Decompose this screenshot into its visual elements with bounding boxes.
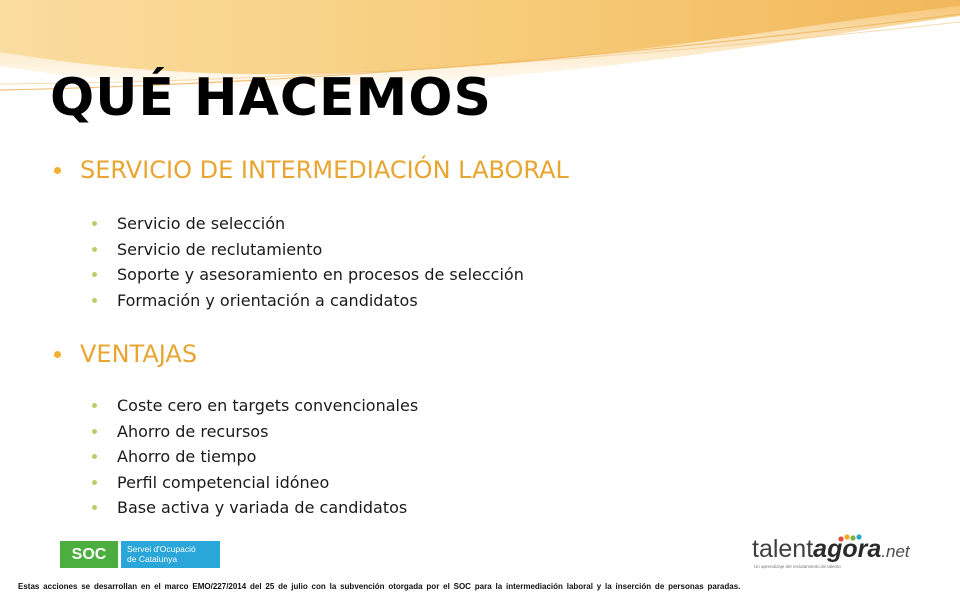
bullet-icon xyxy=(92,505,97,510)
list-item-label: Coste cero en targets convencionales xyxy=(117,396,419,416)
bullet-icon xyxy=(92,272,97,277)
bullet-icon xyxy=(54,167,61,174)
bullet-icon xyxy=(92,480,97,485)
list-item xyxy=(92,288,569,314)
bullet-icon xyxy=(92,247,97,252)
bullet-icon xyxy=(54,351,61,358)
section-ventajas xyxy=(54,342,418,521)
list-item-label: Perfil competencial idóneo xyxy=(117,472,330,492)
list-item xyxy=(92,419,418,445)
list-item xyxy=(92,495,418,521)
list-item-label: Servicio de reclutamiento xyxy=(117,239,323,259)
sub-list xyxy=(54,393,418,521)
list-item-label: Ahorro de tiempo xyxy=(117,447,257,467)
talentagora-tagline: Un aprendizaje del reclutamiento de talento xyxy=(754,564,841,569)
talentagora-logo xyxy=(752,533,912,573)
footer-note: Estas acciones se desarrollan en el marco EMO/227/2014 del 25 de julio con la subvención otorgada por el SOC para la intermediación laboral y la inserción de personas paradas. xyxy=(18,582,741,591)
talentagora-wordmark xyxy=(752,535,910,564)
list-item xyxy=(92,262,569,288)
soc-logo-mark: SOC xyxy=(60,541,118,568)
list-item xyxy=(92,237,569,263)
section-heading: SERVICIO DE INTERMEDIACIÓN LABORAL xyxy=(80,156,569,184)
soc-logo-text xyxy=(121,541,220,568)
section-heading-row xyxy=(54,342,418,366)
list-item-label: Servicio de selección xyxy=(117,214,286,234)
talentagora-part-agora: agora xyxy=(813,535,882,563)
bullet-icon xyxy=(92,403,97,408)
talentagora-part-net: .net xyxy=(881,542,910,561)
list-item xyxy=(92,211,569,237)
slide-title: QUÉ HACEMOS xyxy=(50,68,492,128)
soc-logo-line1: Servei d'Ocupació xyxy=(127,544,196,554)
section-heading: VENTAJAS xyxy=(80,340,198,368)
bullet-icon xyxy=(92,298,97,303)
section-intermediacion xyxy=(54,158,569,313)
list-item-label: Ahorro de recursos xyxy=(117,421,269,441)
soc-logo-line2: de Catalunya xyxy=(127,554,178,564)
list-item-label: Soporte y asesoramiento en procesos de selección xyxy=(117,265,524,285)
list-item-label: Base activa y variada de candidatos xyxy=(117,498,408,518)
list-item xyxy=(92,393,418,419)
list-item xyxy=(92,470,418,496)
section-heading-row xyxy=(54,158,569,182)
bullet-icon xyxy=(92,429,97,434)
talentagora-part-talent: talent xyxy=(752,535,814,563)
bullet-icon xyxy=(92,454,97,459)
list-item xyxy=(92,444,418,470)
soc-logo xyxy=(60,541,220,568)
bullet-icon xyxy=(92,221,97,226)
list-item-label: Formación y orientación a candidatos xyxy=(117,290,418,310)
sub-list xyxy=(54,211,569,313)
